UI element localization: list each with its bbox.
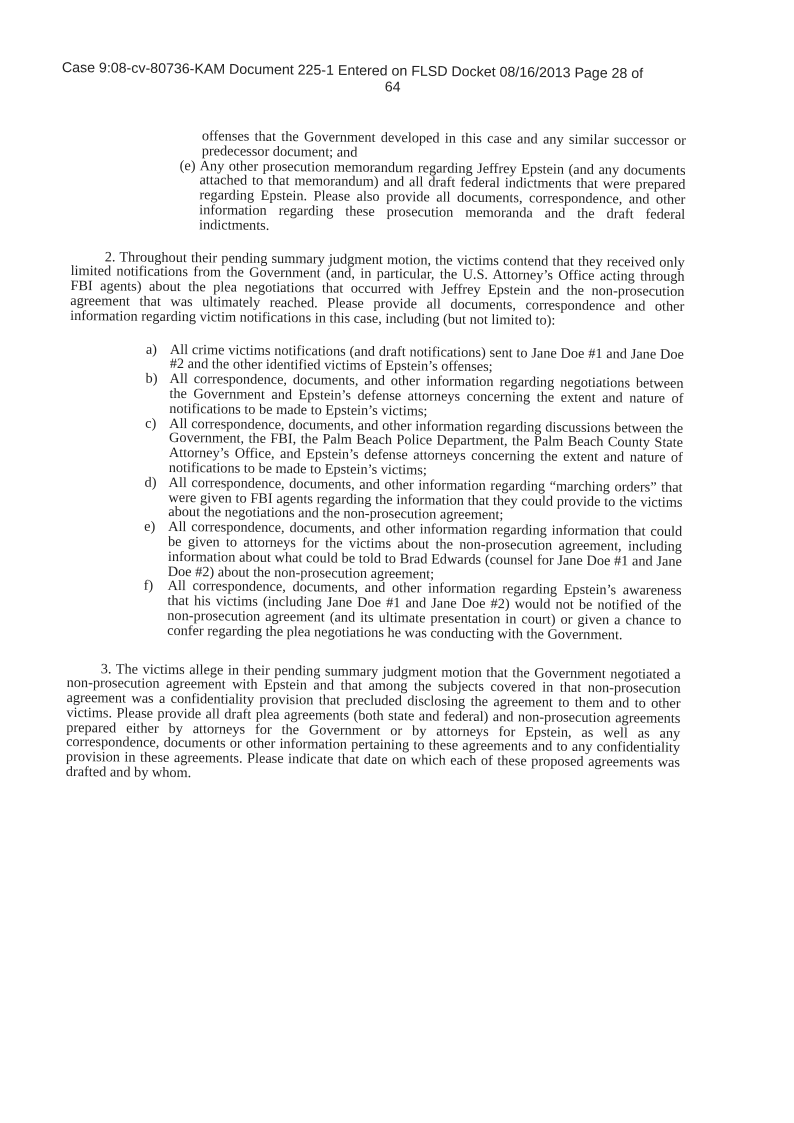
list-item [145,416,684,480]
continuation-text: offenses that the Government developed in this case and any similar successor or predecessor document; and [201,128,686,161]
case-header [62,60,734,99]
list-item-label: e) [144,518,156,535]
list-item [145,372,683,422]
list-item-label: c) [145,415,157,432]
paragraph-3: 3. The victims allege in their pending summary judgment motion that the Government negotiated a non-prosecution agreement with Epstein and that among the subjects covered in that non-prosecution agreement was a confidentiality provision that precluded disclosing the agreement to them and to other victims. Please provide all draft plea agreements (both state and federal) and non-prosecution agreements prepared either by attorneys for the Government or by attorneys for Epstein, as well as any correspondence, documents or other information pertaining to these agreements and to any confidentiality provision in these agreements. Please indicate that date on which each of these proposed agreements was drafted and by whom. [65,660,681,782]
list-item-text: All crime victims notifications (and draft notifications) sent to Jane Doe #1 and Jane Doe #2 and the other identified victims of Epstein’s offenses; [169,341,684,376]
list-item-text: All correspondence, documents, and other information regarding information that could be given to attorneys for the victims about the non-prosecution agreement, including information about what could be told to Brad Edwards (counsel for Jane Doe #1 and Jane Doe #2) about the non-prosecution agreement; [167,519,683,583]
list-item-label: a) [145,341,158,358]
list-item-label: d) [144,474,157,491]
list-item-text: All correspondence, documents, and other information regarding “marching orders” that were given to FBI agents regarding the information that they could provide to the victims about the negotiations and the non-prosecution agreement; [168,474,683,524]
paragraph-2: 2. Throughout their pending summary judgment motion, the victims contend that they received only limited notifications from the Government (and, in particular, the U.S. Attorney’s Office acting through FBI agents) about the plea negotiations that occurred with Jeffrey Epstein and the non-prosecution agreement that was ultimately reached. Please provide all documents, correspondence and other information regarding victim notifications in this case, including (but not limited to): [70,248,685,329]
case-header-line-1: Case 9:08-cv-80736-KAM Document 225-1 Entered on FLSD Docket 08/16/2013 Page 28 of [61,60,644,83]
document-body [66,128,686,786]
request-item-e [179,159,686,238]
list-item [144,520,683,584]
list-item-text: All correspondence, documents, and other information regarding discussions between the Government, the FBI, the Palm Beach Police Department, the Palm Beach County State Attorney’s Office, and Epstein’s defense attorneys concerning the extent and nature of notifications to be made to Epstein’s victims; [168,415,684,479]
request-item-e-label: (e) [179,157,196,174]
case-header-line-2: 64 [384,79,401,96]
list-item-text: All correspondence, documents, and other information regarding negotiations between the Government and Epstein’s defense attorneys concerning the extent and nature of notifications to be made to Epstein’s victims; [169,371,684,420]
list-item-label: b) [145,370,158,387]
list-item [144,475,682,525]
list-item-label: f) [143,578,154,595]
request-item-e-text: Any other prosecution memorandum regarding Jeffrey Epstein (and any documents attached to that memorandum) and all draft federal indictments that were prepared regarding Epstein. Please also provide all documents, correspondence, and other information regarding these prosecution memoranda and the draft federal indictments. [198,157,686,234]
paragraph-2-list [143,342,684,643]
list-item [143,579,682,643]
list-item-text: All correspondence, documents, and other information regarding Epstein’s awareness that his victims (including Jane Doe #1 and Jane Doe #2) would not be notified of the non-prosecution agreement (and its ultimate presentation in court) or given a chance to confer regarding the plea negotiations he was conducting with the Government. [167,578,682,644]
